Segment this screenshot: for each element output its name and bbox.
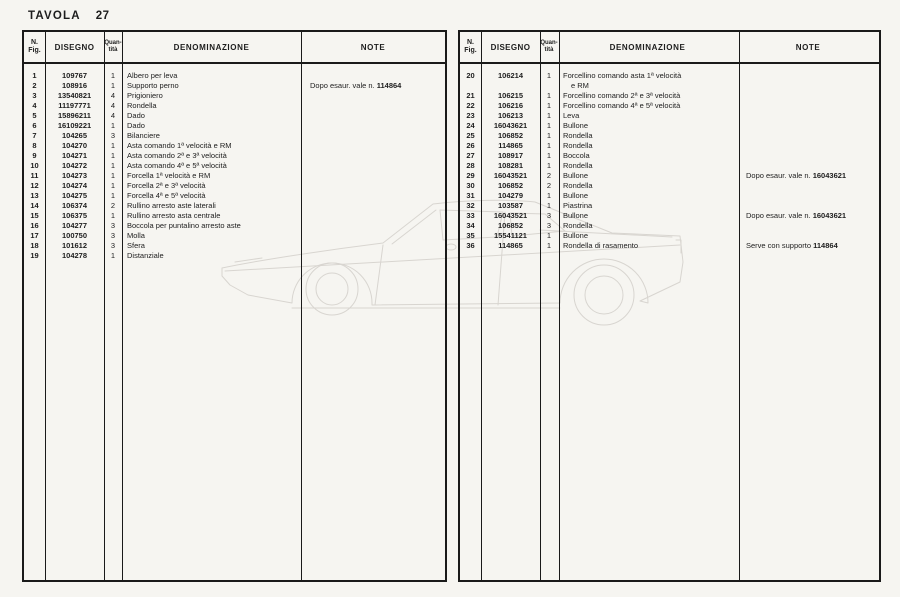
denomination-text: Molla [127, 231, 145, 240]
table-header-row [460, 32, 879, 64]
disegno-cell: 106214 [497, 71, 524, 80]
table-row [24, 221, 445, 231]
disegno-cell: 106852 [497, 181, 524, 190]
denominazione-cell [558, 191, 737, 201]
disegno-cell: 104274 [61, 181, 88, 190]
table-row [460, 71, 879, 91]
quantita-cell: 2 [546, 171, 552, 180]
note-cell [737, 91, 879, 101]
denominazione-cell [558, 101, 737, 111]
note-cell [301, 131, 445, 141]
denominazione-cell [122, 131, 301, 141]
denomination-text: Rondella [563, 141, 593, 150]
header-qty-line2: tità [544, 47, 554, 53]
fig-cell: 2 [32, 81, 37, 90]
disegno-cell: 104279 [497, 191, 524, 200]
table-row [24, 111, 445, 121]
header-quantita [540, 32, 558, 62]
quantita-cell: 1 [110, 251, 116, 260]
disegno-cell: 13540821 [57, 91, 92, 100]
denomination-text: Asta comando 1ª velocità e RM [127, 141, 232, 150]
quantita-cell: 1 [110, 121, 116, 130]
denominazione-cell [122, 241, 301, 251]
quantita-cell: 1 [546, 141, 552, 150]
disegno-cell: 16043521 [493, 171, 528, 180]
quantita-cell: 1 [110, 211, 116, 220]
table-header-row [24, 32, 445, 64]
quantita-cell: 1 [110, 181, 116, 190]
fig-cell: 36 [466, 241, 475, 250]
fig-cell: 13 [30, 191, 39, 200]
note-text: Serve con supporto [746, 241, 814, 250]
denomination-text: Asta comando 2ª e 3ª velocità [127, 151, 227, 160]
denominazione-cell [122, 181, 301, 191]
note-cell [737, 171, 879, 181]
disegno-cell: 15896211 [58, 111, 91, 120]
table-row [24, 71, 445, 81]
denomination-text: Piastrina [563, 201, 593, 210]
fig-cell: 35 [466, 231, 475, 240]
header-denominazione: DENOMINAZIONE [173, 42, 250, 52]
header-fig-line2: Fig. [28, 47, 41, 54]
disegno-cell: 16043521 [493, 211, 528, 220]
denomination-text: Forcellino comando 2ª e 3ª velocità [563, 91, 681, 100]
note-cell [737, 201, 879, 211]
header-fig-line1: N. [467, 39, 474, 46]
disegno-cell: 106375 [61, 211, 88, 220]
note-cell [737, 241, 879, 251]
denomination-text: Forcella 1ª velocità e RM [127, 171, 211, 180]
header-qty-line1: Quan- [104, 40, 122, 46]
denomination-text: Leva [563, 111, 580, 120]
fig-cell: 29 [466, 171, 475, 180]
fig-cell: 28 [466, 161, 475, 170]
table-row [460, 121, 879, 131]
column-divider [301, 32, 302, 580]
note-cell [301, 161, 445, 171]
quantita-cell: 3 [110, 221, 116, 230]
table-row [460, 131, 879, 141]
note-cell [301, 231, 445, 241]
table-row [24, 191, 445, 201]
quantita-cell: 3 [110, 231, 116, 240]
fig-cell: 17 [30, 231, 39, 240]
denominazione-cell [558, 151, 737, 161]
fig-cell: 7 [32, 131, 37, 140]
denominazione-cell [122, 141, 301, 151]
parts-table-right [458, 30, 881, 582]
denominazione-cell [558, 221, 737, 231]
denomination-text: Asta comando 4ª e 5ª velocità [127, 161, 227, 170]
fig-cell: 6 [32, 121, 37, 130]
page-title-label: TAVOLA [28, 10, 81, 22]
table-body [24, 71, 445, 261]
column-divider [559, 32, 560, 580]
note-cell [301, 91, 445, 101]
denomination-text: Rondella [563, 161, 593, 170]
note-cell [301, 151, 445, 161]
disegno-cell: 104273 [61, 171, 88, 180]
quantita-cell: 1 [546, 91, 552, 100]
table-body [460, 71, 879, 251]
column-divider [104, 32, 105, 580]
disegno-cell: 103587 [497, 201, 524, 210]
denomination-text: Rondella [563, 131, 593, 140]
note-cell [737, 151, 879, 161]
disegno-cell: 104278 [61, 251, 88, 260]
fig-cell: 30 [466, 181, 475, 190]
note-cell [737, 221, 879, 231]
fig-cell: 3 [32, 91, 37, 100]
note-cell [301, 121, 445, 131]
quantita-cell: 1 [110, 71, 116, 80]
column-divider [45, 32, 46, 580]
table-row [460, 111, 879, 121]
note-cell [737, 111, 879, 121]
quantita-cell: 1 [546, 121, 552, 130]
note-text: Dopo esaur. vale n. [746, 211, 813, 220]
quantita-cell: 1 [546, 201, 552, 210]
quantita-cell: 1 [546, 231, 552, 240]
quantita-cell: 3 [546, 211, 552, 220]
quantita-cell: 1 [110, 141, 116, 150]
denominazione-cell [122, 111, 301, 121]
note-cell [737, 71, 879, 91]
disegno-cell: 104270 [61, 141, 88, 150]
denominazione-cell [122, 221, 301, 231]
disegno-cell: 106852 [497, 221, 524, 230]
table-row [24, 231, 445, 241]
header-denominazione: DENOMINAZIONE [609, 42, 686, 52]
denomination-text: Rondella [563, 181, 593, 190]
page-number: 27 [95, 10, 110, 22]
quantita-cell: 1 [546, 101, 552, 110]
denominazione-cell [558, 241, 737, 251]
header-disegno: DISEGNO [490, 42, 531, 52]
note-cell [301, 211, 445, 221]
disegno-cell: 114865 [498, 141, 523, 150]
denominazione-cell [122, 161, 301, 171]
fig-cell: 12 [30, 181, 39, 190]
disegno-cell: 15541121 [494, 231, 527, 240]
table-row [460, 171, 879, 181]
denominazione-cell [558, 121, 737, 131]
table-row [460, 221, 879, 231]
header-qty-line1: Quan- [540, 40, 558, 46]
denomination-text: Boccola per puntalino arresto aste [127, 221, 241, 230]
table-row [460, 101, 879, 111]
table-row [24, 171, 445, 181]
table-row [24, 121, 445, 131]
note-part-number: 114864 [376, 81, 402, 90]
note-cell [737, 211, 879, 221]
disegno-cell: 101612 [61, 241, 88, 250]
page-title [28, 10, 110, 22]
denominazione-cell [558, 231, 737, 241]
header-disegno: DISEGNO [54, 42, 95, 52]
fig-cell: 22 [466, 101, 475, 110]
denomination-text: Bullone [563, 171, 589, 180]
denominazione-cell [558, 181, 737, 191]
table-row [460, 141, 879, 151]
denomination-text: Distanziale [127, 251, 164, 260]
note-cell [737, 191, 879, 201]
header-fig [24, 32, 45, 62]
disegno-cell: 106213 [497, 111, 524, 120]
quantita-cell: 1 [546, 161, 552, 170]
fig-cell: 14 [30, 201, 39, 210]
denominazione-cell [558, 201, 737, 211]
table-row [24, 201, 445, 211]
denomination-text: Prigioniero [127, 91, 163, 100]
note-cell [301, 201, 445, 211]
denominazione-cell [122, 151, 301, 161]
denomination-text: Rullino arresto aste laterali [127, 201, 216, 210]
fig-cell: 24 [466, 121, 475, 130]
denomination-text: Bilanciere [127, 131, 160, 140]
table-row [460, 231, 879, 241]
fig-cell: 23 [466, 111, 475, 120]
note-text: Dopo esaur. vale n. [310, 81, 377, 90]
quantita-cell: 1 [546, 191, 552, 200]
note-cell [301, 111, 445, 121]
disegno-cell: 104265 [61, 131, 88, 140]
table-row [24, 251, 445, 261]
fig-cell: 33 [466, 211, 475, 220]
fig-cell: 31 [466, 191, 475, 200]
note-part-number: 114864 [813, 241, 838, 250]
disegno-cell: 106374 [61, 201, 88, 210]
table-row [460, 91, 879, 101]
denomination-text: Bullone [563, 121, 589, 130]
denominazione-cell [122, 71, 301, 81]
quantita-cell: 1 [110, 161, 116, 170]
disegno-cell: 104275 [61, 191, 88, 200]
fig-cell: 20 [466, 71, 475, 80]
table-row [460, 151, 879, 161]
fig-cell: 25 [466, 131, 475, 140]
fig-cell: 34 [466, 221, 475, 230]
denominazione-cell [558, 91, 737, 101]
quantita-cell: 4 [110, 111, 116, 120]
denomination-text: Rondella [127, 101, 157, 110]
column-divider [739, 32, 740, 580]
fig-cell: 5 [32, 111, 37, 120]
quantita-cell: 1 [546, 151, 552, 160]
denominazione-cell [122, 211, 301, 221]
denomination-text: Bullone [563, 231, 589, 240]
quantita-cell: 2 [546, 181, 552, 190]
denomination-text: Dado [127, 111, 145, 120]
fig-cell: 11 [30, 171, 39, 180]
column-divider [122, 32, 123, 580]
table-row [24, 161, 445, 171]
quantita-cell: 1 [110, 81, 116, 90]
note-text: Dopo esaur. vale n. [746, 171, 813, 180]
fig-cell: 19 [30, 251, 39, 260]
denomination-text-line2: e RM [571, 81, 589, 90]
note-part-number: 16043621 [812, 211, 847, 220]
fig-cell: 26 [466, 141, 475, 150]
table-row [24, 241, 445, 251]
denominazione-cell [558, 161, 737, 171]
disegno-cell: 106852 [497, 131, 524, 140]
note-cell [301, 171, 445, 181]
table-row [24, 81, 445, 91]
table-row [24, 91, 445, 101]
column-divider [481, 32, 482, 580]
fig-cell: 8 [32, 141, 37, 150]
fig-cell: 10 [30, 161, 39, 170]
table-row [24, 141, 445, 151]
quantita-cell: 1 [546, 71, 552, 80]
note-part-number: 16043621 [812, 171, 847, 180]
fig-cell: 16 [30, 221, 39, 230]
note-cell [737, 161, 879, 171]
header-fig-line1: N. [31, 39, 38, 46]
denomination-text: Forcellino comando 4ª e 5ª velocità [563, 101, 681, 110]
disegno-cell: 104272 [61, 161, 88, 170]
column-divider [540, 32, 541, 580]
quantita-cell: 4 [110, 91, 116, 100]
disegno-cell: 108916 [61, 81, 88, 90]
note-cell [301, 101, 445, 111]
header-fig [460, 32, 481, 62]
quantita-cell: 1 [110, 151, 116, 160]
fig-cell: 1 [32, 71, 37, 80]
fig-cell: 4 [32, 101, 37, 110]
denomination-text: Supporto perno [127, 81, 179, 90]
header-note: NOTE [360, 42, 386, 52]
fig-cell: 32 [466, 201, 475, 210]
denomination-text: Forcella 2ª e 3ª velocità [127, 181, 206, 190]
denominazione-cell [122, 251, 301, 261]
quantita-cell: 1 [546, 241, 552, 250]
car-mirror [446, 244, 456, 250]
denomination-text: Forcellino comando asta 1ª velocità [563, 71, 682, 80]
denominazione-cell [558, 111, 737, 121]
table-row [460, 161, 879, 171]
denominazione-cell [122, 121, 301, 131]
disegno-cell: 104271 [61, 151, 88, 160]
fig-cell: 21 [466, 91, 475, 100]
fig-cell: 18 [30, 241, 39, 250]
quantita-cell: 1 [110, 191, 116, 200]
note-cell [301, 81, 445, 91]
disegno-cell: 11197771 [58, 101, 91, 110]
quantita-cell: 1 [110, 171, 116, 180]
denomination-text: Albero per leva [127, 71, 178, 80]
table-row [24, 101, 445, 111]
disegno-cell: 16109221 [57, 121, 92, 130]
note-cell [301, 251, 445, 261]
table-row [460, 191, 879, 201]
fig-cell: 27 [466, 151, 475, 160]
note-cell [301, 241, 445, 251]
table-row [24, 131, 445, 141]
parts-table-left [22, 30, 447, 582]
table-row [460, 211, 879, 221]
table-row [24, 151, 445, 161]
denominazione-cell [122, 81, 301, 91]
denominazione-cell [122, 171, 301, 181]
disegno-cell: 100750 [61, 231, 88, 240]
denomination-text: Rullino arresto asta centrale [127, 211, 221, 220]
denomination-text: Rondella [563, 221, 593, 230]
denomination-text: Bullone [563, 211, 589, 220]
note-cell [301, 141, 445, 151]
denominazione-cell [122, 101, 301, 111]
note-cell [301, 181, 445, 191]
denominazione-cell [558, 171, 737, 181]
note-cell [301, 71, 445, 81]
table-row [24, 211, 445, 221]
header-fig-line2: Fig. [464, 47, 477, 54]
denominazione-cell [558, 211, 737, 221]
header-quantita [104, 32, 122, 62]
denominazione-cell [558, 71, 737, 91]
denominazione-cell [558, 141, 737, 151]
note-cell [301, 191, 445, 201]
denomination-text: Sfera [127, 241, 145, 250]
denomination-text: Boccola [563, 151, 590, 160]
denominazione-cell [122, 91, 301, 101]
quantita-cell: 1 [546, 111, 552, 120]
fig-cell: 15 [30, 211, 39, 220]
quantita-cell: 3 [110, 241, 116, 250]
note-cell [301, 221, 445, 231]
quantita-cell: 3 [110, 131, 116, 140]
table-row [460, 181, 879, 191]
table-row [460, 201, 879, 211]
disegno-cell: 16043621 [493, 121, 528, 130]
fig-cell: 9 [32, 151, 37, 160]
disegno-cell: 108281 [497, 161, 524, 170]
denominazione-cell [122, 191, 301, 201]
note-cell [737, 121, 879, 131]
denomination-text: Rondella di rasamento [563, 241, 639, 250]
denomination-text: Dado [127, 121, 145, 130]
disegno-cell: 104277 [61, 221, 88, 230]
table-row [460, 241, 879, 251]
header-qty-line2: tità [108, 47, 118, 53]
denominazione-cell [122, 231, 301, 241]
note-cell [737, 101, 879, 111]
disegno-cell: 108917 [497, 151, 524, 160]
denominazione-cell [122, 201, 301, 211]
quantita-cell: 1 [546, 131, 552, 140]
note-cell [737, 131, 879, 141]
note-cell [737, 141, 879, 151]
disegno-cell: 114865 [498, 241, 523, 250]
note-cell [737, 231, 879, 241]
denomination-text: Forcella 4ª e 5ª velocità [127, 191, 206, 200]
note-cell [737, 181, 879, 191]
disegno-cell: 106216 [497, 101, 524, 110]
disegno-cell: 106215 [497, 91, 524, 100]
denominazione-cell [558, 131, 737, 141]
header-note: NOTE [795, 42, 821, 52]
disegno-cell: 109767 [61, 71, 88, 80]
quantita-cell: 2 [110, 201, 116, 210]
quantita-cell: 3 [546, 221, 552, 230]
denomination-text: Bullone [563, 191, 589, 200]
table-row [24, 181, 445, 191]
quantita-cell: 4 [110, 101, 116, 110]
